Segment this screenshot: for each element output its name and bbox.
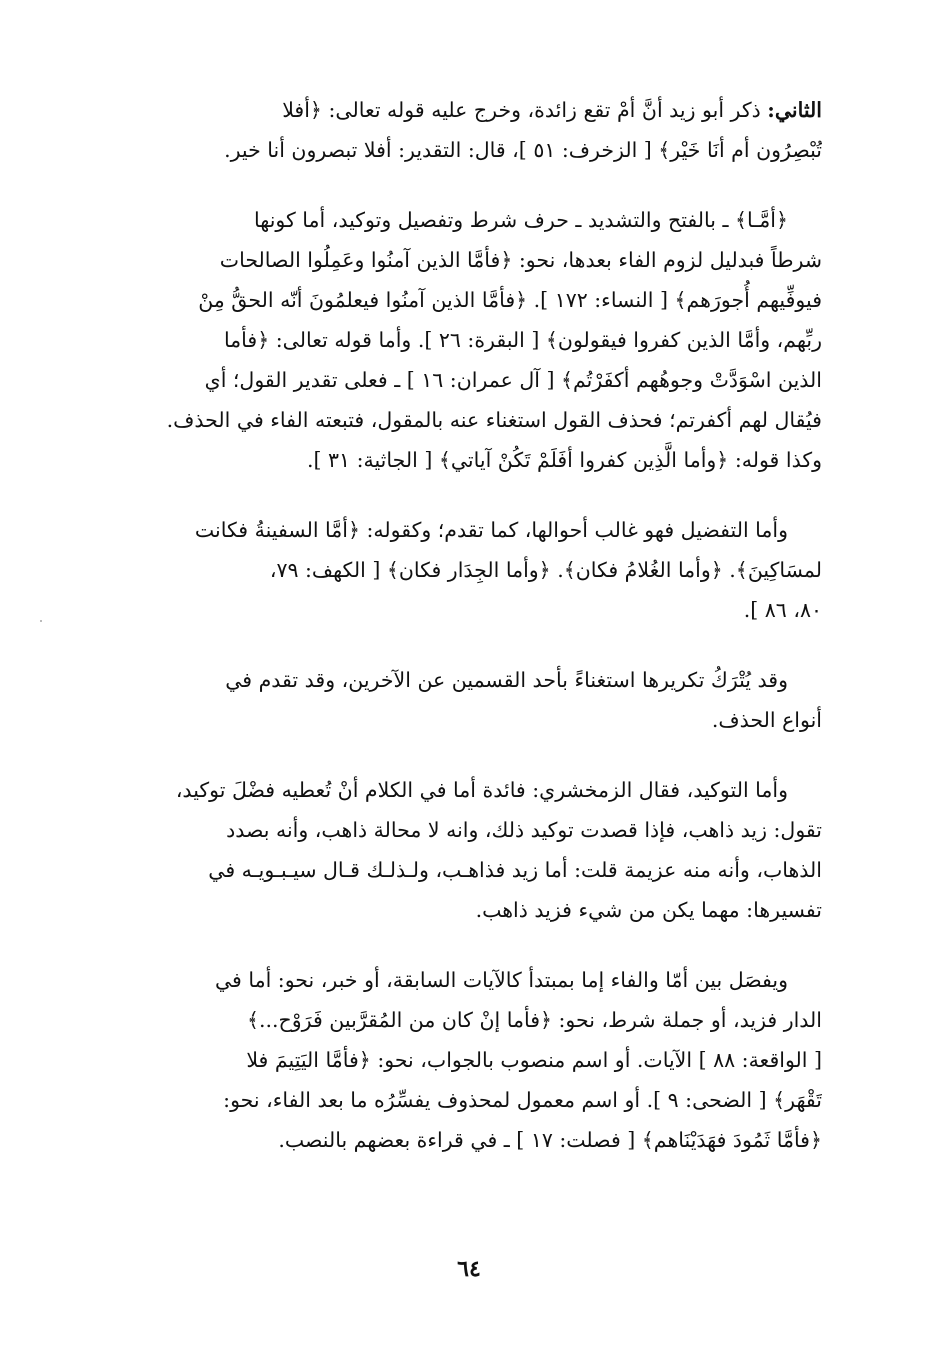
- paragraph-line: الذين اسْوَدَّتْ وجوهُهم أكفَرْتُم﴾ [ آل عمران: ١٦ ] ـ فعلى تقدير القول؛ أي: [204, 368, 822, 392]
- paragraph-line: الذهاب، وأنه منه عزيمة قلت: أما زيد فذاهـب، ولـذلـك قـال سيـبـويـه في: [208, 858, 822, 882]
- paragraph-line: الدار فزيد، أو جملة شرط، نحو: ﴿فأما إنْ كان من المُقرَّبين فَرَوْح...﴾: [246, 1008, 822, 1032]
- paragraph-line: [100, 90, 822, 130]
- paragraph-line: ويفصَل بين أمّا والفاء إما بمبتدأ كالآيات السابقة، أو خبر، نحو: أما في: [214, 968, 788, 992]
- paragraph-line: أنواع الحذف.: [711, 708, 822, 732]
- paragraph-line: وأما التوكيد، فقال الزمخشري: فائدة أما في الكلام أنْ تُعطيه فضْلَ توكيد،: [175, 778, 788, 802]
- margin-speck: [40, 620, 42, 622]
- paragraph-line: فيوفِّيهم أُجورَهم﴾ [ النساء: ١٧٢ ]. ﴿فأمَّا الذين آمنُوا فيعلمُونَ أنّه الحقُّ مِنْ: [198, 288, 822, 312]
- page-number: ٦٤: [457, 1256, 481, 1282]
- paragraph-line: شرطاً فبدليل لزوم الفاء بعدها، نحو: ﴿فأمَّا الذين آمنُوا وعَمِلُوا الصالحات: [219, 248, 822, 272]
- book-page: [100, 90, 822, 1320]
- paragraph-line: تقول: زيد ذاهب، فإذا قصدت توكيد ذلك، وانه لا محالة ذاهب، وأنه بصدد: [226, 818, 822, 842]
- paragraph-line: ﴿فأمَّا ثَمُودَ فهَدَيْنَاهم﴾ [ فصلت: ١٧ ] ـ في قراءة بعضهم بالنصب.: [278, 1128, 822, 1152]
- paragraph-text: ذكر أبو زيد أنَّ أمْ تقع زائدة، وخرج عليه قوله تعالى: ﴿أفلا: [282, 98, 768, 122]
- paragraph-line: وقد يُتْرَكُ تكريرها استغناءً بأحد القسمين عن الآخرين، وقد تقدم في: [225, 668, 788, 692]
- paragraph-line: وأما التفضيل فهو غالب أحوالها، كما تقدم؛ وكقوله: ﴿أمَّا السفينةُ فكانت: [194, 518, 788, 542]
- paragraph-tafsil: [100, 510, 822, 630]
- paragraph-line: لمسَاكِينَ﴾. ﴿وأما الغُلامُ فكان﴾. ﴿وأما الجِدَار فكان﴾ [ الكهف: ٧٩،: [269, 558, 822, 582]
- paragraph-line: [ الواقعة: ٨٨ ] الآيات. أو اسم منصوب بالجواب، نحو: ﴿فأمَّا اليَتِيمَ فلا: [246, 1048, 822, 1072]
- paragraph-line: ٨٠، ٨٦ ].: [743, 598, 822, 622]
- paragraph-lead-word: الثاني:: [767, 98, 822, 122]
- paragraph-line: تفسيرها: مهما يكن من شيء فزيد ذاهب.: [475, 898, 822, 922]
- paragraph-tark: [100, 660, 822, 740]
- paragraph-al-thani: [100, 90, 822, 170]
- paragraph-line: ﴿أمَّـا﴾ ـ بالفتح والتشديد ـ حرف شرط وتفصيل وتوكيد، أما كونها: [254, 208, 788, 232]
- paragraph-fasl: [100, 960, 822, 1160]
- paragraph-amma-definition: [100, 200, 822, 480]
- paragraph-line: تُبْصِرُون أم أنَا خَيْر﴾ [ الزخرف: ٥١ ]، قال: التقدير: أفلا تبصرون أنا خير.: [224, 138, 822, 162]
- paragraph-tawkid: [100, 770, 822, 930]
- paragraph-line: تَقْهَر﴾ [ الضحى: ٩ ]. أو اسم معمول لمحذوف يفسِّرُه ما بعد الفاء، نحو:: [223, 1088, 822, 1112]
- paragraph-line: ربِّهم، وأمَّا الذين كفروا فيقولون﴾ [ البقرة: ٢٦ ]. وأما قوله تعالى: ﴿فأما: [223, 328, 822, 352]
- paragraph-line: وكذا قوله: ﴿وأما الَّذِين كفروا أفَلَمْ تَكُنْ آياتي﴾ [ الجاثية: ٣١ ].: [307, 448, 822, 472]
- paragraph-line: فيُقال لهم أكفرتم؛ فحذف القول استغناء عنه بالمقول، فتبعته الفاء في الحذف.: [166, 408, 822, 432]
